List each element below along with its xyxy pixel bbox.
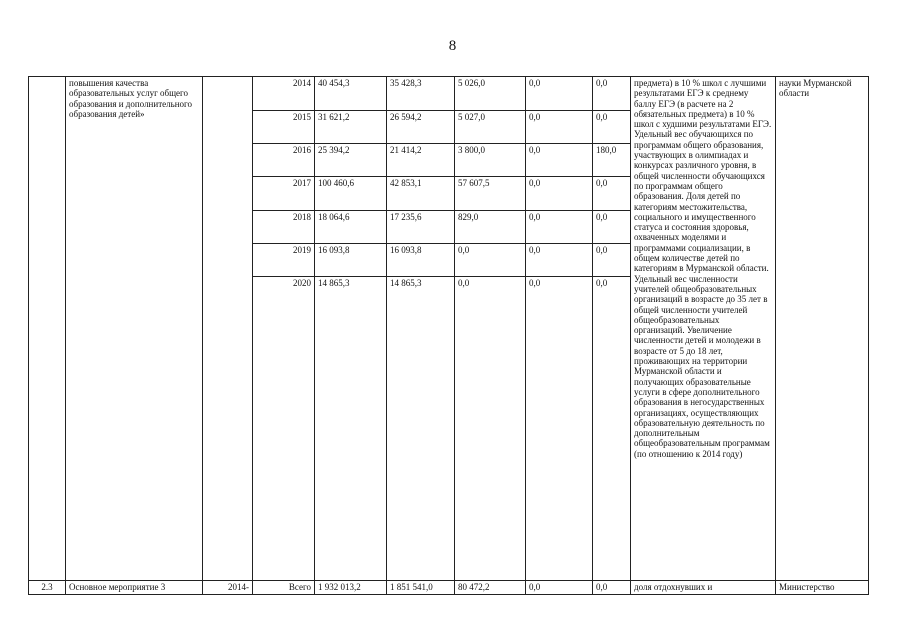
year-cell: 2016: [253, 144, 315, 177]
total-cell: 16 093,8: [315, 244, 387, 277]
regional-budget-cell: 26 594,2: [387, 111, 455, 144]
local-budget-cell: 0,0: [526, 581, 593, 595]
year-cell: 2014: [253, 77, 315, 111]
year-cell: 2020: [253, 277, 315, 581]
federal-budget-cell: 0,0: [455, 244, 526, 277]
total-cell: 14 865,3: [315, 277, 387, 581]
executor-cell: науки Мурманской области: [776, 77, 869, 581]
measure-name-cell: повышения качества образовательных услуг общего образования и дополнительного образования детей»: [66, 77, 203, 581]
executor-cell: Министерство: [776, 581, 869, 595]
regional-budget-cell: 16 093,8: [387, 244, 455, 277]
regional-budget-cell: 42 853,1: [387, 177, 455, 211]
total-cell: 31 621,2: [315, 111, 387, 144]
regional-budget-cell: 1 851 541,0: [387, 581, 455, 595]
indicators-cell: предмета) в 10 % школ с лучшими результатами ЕГЭ к среднему баллу ЕГЭ (в расчете на 2 обязательных предмета) в 10 % школ с худшими результатами ЕГЭ. Удельный вес обучающихся по программам общего образования, участвующих в олимпиадах и конкурсах различного уровня, в общей численности обучающихся по программам общего образования. Доля детей по категориям местожительства, социального и имущественного статуса и состояния здоровья, охваченных моделями и программами социализации, в общем количестве детей по категориям в Мурманской области. Удельный вес численности учителей общеобразовательных организаций в возрасте до 35 лет в общей численности учителей общеобразовательных организаций. Увеличение численности детей и молодежи в возрасте от 5 до 18 лет, проживающих на территории Мурманской области и получающих образовательные услуги в сфере дополнительного образования в негосударственных организациях, осуществляющих образовательную деятельность по дополнительным общеобразовательным программам (по отношению к 2014 году): [631, 77, 776, 581]
period-cell: 2014-: [203, 581, 253, 595]
year-cell: 2019: [253, 244, 315, 277]
total-cell: 1 932 013,2: [315, 581, 387, 595]
regional-budget-cell: 14 865,3: [387, 277, 455, 581]
measure-name-cell: Основное мероприятие 3: [66, 581, 203, 595]
total-cell: 100 460,6: [315, 177, 387, 211]
local-budget-cell: 0,0: [526, 211, 593, 244]
local-budget-cell: 0,0: [526, 277, 593, 581]
federal-budget-cell: 5 027,0: [455, 111, 526, 144]
federal-budget-cell: 0,0: [455, 277, 526, 581]
federal-budget-cell: 5 026,0: [455, 77, 526, 111]
total-cell: 18 064,6: [315, 211, 387, 244]
period-cell: [203, 77, 253, 581]
federal-budget-cell: 57 607,5: [455, 177, 526, 211]
year-cell: Всего: [253, 581, 315, 595]
local-budget-cell: 0,0: [526, 77, 593, 111]
other-sources-cell: 0,0: [593, 277, 631, 581]
year-cell: 2015: [253, 111, 315, 144]
other-sources-cell: 0,0: [593, 581, 631, 595]
federal-budget-cell: 80 472,2: [455, 581, 526, 595]
regional-budget-cell: 35 428,3: [387, 77, 455, 111]
row-number-cell: [29, 77, 66, 581]
year-cell: 2017: [253, 177, 315, 211]
total-cell: 40 454,3: [315, 77, 387, 111]
budget-table: [28, 76, 869, 595]
local-budget-cell: 0,0: [526, 244, 593, 277]
federal-budget-cell: 829,0: [455, 211, 526, 244]
regional-budget-cell: 21 414,2: [387, 144, 455, 177]
federal-budget-cell: 3 800,0: [455, 144, 526, 177]
local-budget-cell: 0,0: [526, 111, 593, 144]
year-cell: 2018: [253, 211, 315, 244]
other-sources-cell: 180,0: [593, 144, 631, 177]
local-budget-cell: 0,0: [526, 144, 593, 177]
row-number-cell: 2.3: [29, 581, 66, 595]
total-cell: 25 394,2: [315, 144, 387, 177]
other-sources-cell: 0,0: [593, 211, 631, 244]
local-budget-cell: 0,0: [526, 177, 593, 211]
other-sources-cell: 0,0: [593, 111, 631, 144]
indicators-cell: доля отдохнувших и: [631, 581, 776, 595]
regional-budget-cell: 17 235,6: [387, 211, 455, 244]
other-sources-cell: 0,0: [593, 77, 631, 111]
other-sources-cell: 0,0: [593, 244, 631, 277]
page-number: 8: [448, 38, 457, 54]
other-sources-cell: 0,0: [593, 177, 631, 211]
